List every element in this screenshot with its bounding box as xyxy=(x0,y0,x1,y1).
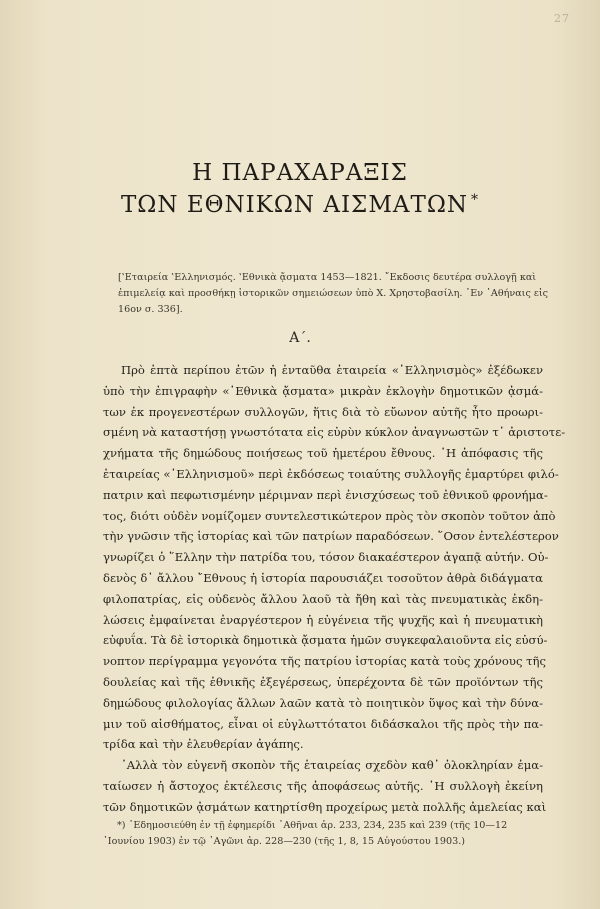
page-title-line-2 xyxy=(0,192,600,218)
body-line: σμένη νὰ καταστήσῃ γνωστότατα εἰς εὐρὺν κύκλον ἀναγνωστῶν τ᾿ ἀριστοτε- xyxy=(103,425,566,440)
source-citation xyxy=(118,270,548,318)
running-head: 27 xyxy=(554,12,570,25)
body-line: δουλείας καὶ τῆς ἐθνικῆς ἐξεγέρσεως, ὑπερέχοντα δὲ τῶν προϊόντων τῆς xyxy=(103,674,543,689)
body-line: ταίωσεν ἡ ἄστοχος ἐκτέλεσις τῆς ἀποφάσεως αὐτῆς. ῾Η συλλογὴ ἐκείνη xyxy=(103,778,543,793)
footnote xyxy=(103,818,543,850)
body-line: δημώδους φιλολογίας ἄλλων λαῶν κατὰ τὸ ποιητικὸν ὕψος καὶ τὴν δύνα- xyxy=(103,695,543,710)
page-title-line-2-text: ΤΩΝ ΕΘΝΙΚΩΝ ΑΙΣΜΑΤΩΝ xyxy=(120,192,469,218)
body-line: δενὸς δ᾿ ἄλλου ῎Εθνους ἡ ἱστορία παρουσιάζει τοσοῦτον ἀθρὰ διδάγματα xyxy=(103,570,543,585)
source-line: [‛Εταιρεία ‛Ελληνισμός. ‛Εθνικὰ ᾄσματα 1453—1821. ῎Εκδοσις δευτέρα συλλογῇ καὶ xyxy=(118,272,537,283)
body-line: ᾿Αλλὰ τὸν εὐγενῆ σκοπὸν τῆς ἑταιρείας σχεδὸν καθ᾿ ὁλοκληρίαν ἐμα- xyxy=(121,758,543,773)
body-line: φιλοπατρίας, εἰς οὐδενὸς ἄλλου λαοῦ τὰ ἤθη καὶ τὰς πνευματικὰς ἐκδη- xyxy=(103,591,543,606)
body-line: χνήματα τῆς δημώδους ποιήσεως τοῦ ἡμετέρου ἔθνους. ῾Η ἀπόφασις τῆς xyxy=(103,446,543,461)
body-text xyxy=(103,360,566,818)
body-line: τος, διότι οὐδὲν νομίζομεν συντελεστικώτερον πρὸς τὸν σκοπὸν τοῦτον ἀπὸ xyxy=(103,508,556,523)
body-line: τῶν δημοτικῶν ᾀσμάτων κατηρτίσθη προχείρως μετὰ πολλῆς ἀμελείας καὶ xyxy=(103,799,547,814)
source-line: 16ον σ. 336]. xyxy=(118,304,183,315)
body-line: τρίδα καὶ τὴν ἐλευθερίαν ἀγάπης. xyxy=(103,737,304,752)
footnote-line: ᾿Ιουνίου 1903) ἐν τῷ ᾿Αγῶνι ἀρ. 228—230 (τῆς 1, 8, 15 Αὐγούστου 1903.) xyxy=(103,836,465,847)
body-line: γνωρίζει ὁ ῞Ελλην τὴν πατρίδα του, τόσον διακαέστερον ἀγαπᾷ αὐτήν. Οὐ- xyxy=(103,550,549,565)
footnote-marker: * xyxy=(471,192,480,208)
body-line: ἑταιρείας «῾Ελληνισμοῦ» περὶ ἐκδόσεως τοιαύτης συλλογῆς ἐμαρτύρει φιλό- xyxy=(103,466,559,481)
body-line: λώσεις ἐμφαίνεται ἐναργέστερον ἡ εὐγένεια τῆς ψυχῆς καὶ ἡ πνευματικὴ xyxy=(103,612,543,627)
body-line: των ἐκ προγενεστέρων συλλογῶν, ἥτις διὰ τὸ εὔωνον αὐτῆς ἦτο προωρι- xyxy=(103,404,543,419)
section-number: Α΄. xyxy=(289,330,311,346)
body-line: τὴν γνῶσιν τῆς ἱστορίας καὶ τῶν πατρίων παραδόσεων. ῞Οσον ἐντελέστερον xyxy=(103,529,559,544)
body-line: πατριν καὶ πεφωτισμένην μέριμναν περὶ ἐνισχύσεως τοῦ ἐθνικοῦ φρονήμα- xyxy=(103,487,548,502)
body-line: ὑπὸ τὴν ἐπιγραφὴν «῾Εθνικὰ ᾄσματα» μικρὰν ἐκλογὴν δημοτικῶν ᾀσμά- xyxy=(103,383,543,398)
footnote-line: *) ᾿Εδημοσιεύθη ἐν τῇ ἐφημερίδι ᾿Αθῆναι ἀρ. 233, 234, 235 καὶ 239 (τῆς 10—12 xyxy=(117,820,508,831)
page-title-line-1: Η ΠΑΡΑΧΑΡΑΞΙΣ xyxy=(192,160,408,186)
source-line: ἐπιμελείᾳ καὶ προσθήκῃ ἱστορικῶν σημειώσεων ὑπὸ Χ. Χρηστοβασίλη. ᾿Εν ᾿Αθήναις εἰς xyxy=(118,288,548,299)
body-line: νοπτον περίγραμμα γεγονότα τῆς πατρίου ἱστορίας κατὰ τοὺς χρόνους τῆς xyxy=(103,654,546,669)
body-line: εὐφυΐα. Τὰ δὲ ἱστορικὰ δημοτικὰ ᾄσματα ἡμῶν συγκεφαλαιοῦντα εἰς εὐσύ- xyxy=(103,633,548,648)
body-line: μιν τοῦ αἰσθήματος, εἶναι οἱ εὐγλωττότατοι διδάσκαλοι τῆς πρὸς τὴν πα- xyxy=(103,716,543,731)
body-line: Πρὸ ἑπτὰ περίπου ἐτῶν ἡ ἐνταῦθα ἑταιρεία «῾Ελληνισμὸς» ἐξέδωκεν xyxy=(121,363,543,377)
